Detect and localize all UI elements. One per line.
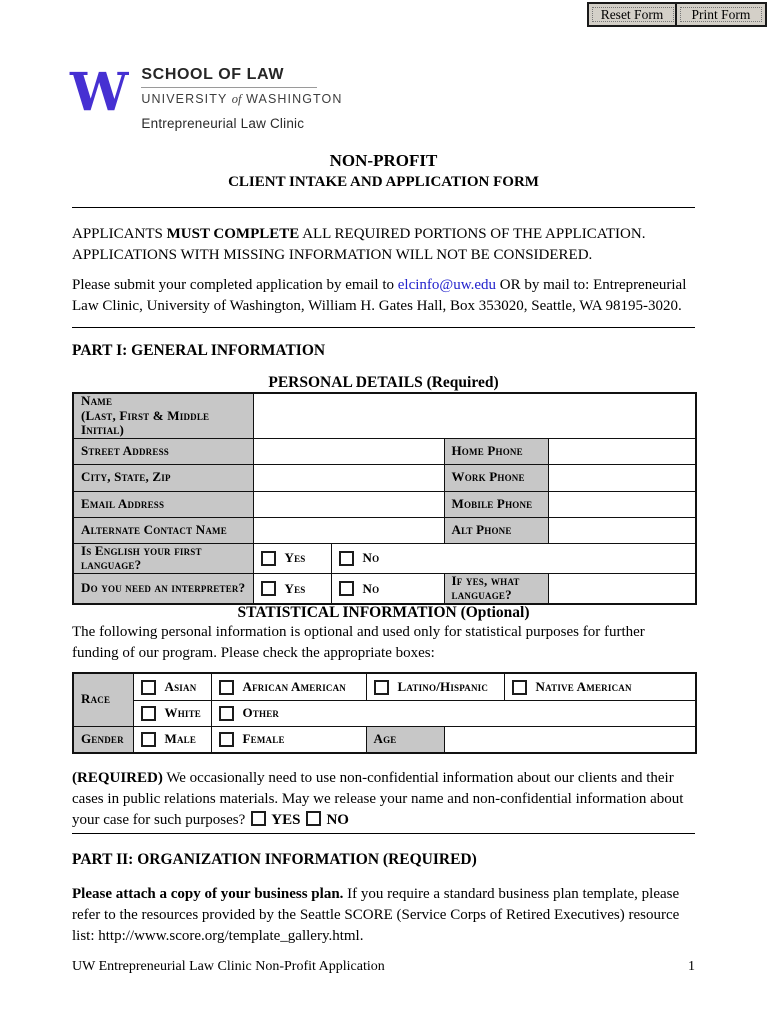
street-address-label: Street Address	[73, 438, 253, 464]
table-row	[73, 700, 696, 726]
english-yes-checkbox[interactable]	[261, 551, 276, 566]
race-african-american-label: African American	[242, 678, 347, 694]
uw-logo	[70, 62, 343, 131]
page-number: 1	[688, 959, 695, 974]
title-line1: NON-PROFIT	[329, 151, 438, 170]
race-african-american-cell	[211, 673, 366, 700]
city-state-zip-label: City, State, Zip	[73, 464, 253, 491]
email-link[interactable]: elcinfo@uw.edu	[397, 277, 496, 293]
if-yes-language-label: If yes, what language?	[444, 573, 548, 604]
race-white-cell	[133, 700, 211, 726]
gender-male-checkbox[interactable]	[141, 732, 156, 747]
personal-details-heading: PERSONAL DETAILS (Required)	[268, 374, 499, 391]
name-label: Name	[81, 393, 113, 408]
interpreter-yes-cell	[253, 573, 331, 604]
race-latino-hispanic-checkbox[interactable]	[374, 680, 389, 695]
gender-male-label: Male	[164, 731, 197, 747]
required-bold: (REQUIRED)	[72, 770, 163, 786]
gender-female-cell	[211, 726, 366, 753]
table-row	[73, 673, 696, 700]
work-phone-label: Work Phone	[444, 464, 548, 491]
table-row	[73, 517, 696, 543]
part2-heading: PART II: ORGANIZATION INFORMATION (REQUIRED)	[72, 851, 477, 868]
document-title	[72, 151, 695, 191]
race-other-cell	[211, 700, 696, 726]
work-phone-input[interactable]	[548, 464, 696, 491]
instructions-post: ALL REQUIRED PORTIONS OF THE APPLICATION. APPLICATIONS WITH MISSING INFORMATION WILL NOT BE CONSIDERED.	[72, 226, 646, 263]
race-african-american-checkbox[interactable]	[219, 680, 234, 695]
statistical-info-table	[72, 672, 697, 754]
business-plan-paragraph	[72, 884, 695, 947]
age-input[interactable]	[444, 726, 696, 753]
logo-school-of-law: SCHOOL OF LAW	[141, 66, 285, 83]
uw-w-logo-mark: W	[70, 62, 127, 123]
table-row	[73, 438, 696, 464]
part1-heading: PART I: GENERAL INFORMATION	[72, 342, 326, 359]
logo-of-word: of	[231, 92, 242, 106]
age-label: Age	[366, 726, 444, 753]
race-other-label: Other	[242, 705, 280, 721]
release-consent-paragraph	[72, 768, 695, 831]
alternate-contact-input[interactable]	[253, 517, 444, 543]
logo-university-line	[141, 92, 342, 107]
interpreter-no-checkbox[interactable]	[339, 581, 354, 596]
mobile-phone-label: Mobile Phone	[444, 491, 548, 517]
submission-post: OR by mail to: Entrepreneurial Law Clinic, University of Washington, William H. Gates Hall, Box 353020, Seattle, WA 98195-3020.	[72, 277, 687, 314]
interpreter-no-cell	[331, 573, 444, 604]
english-no-cell	[331, 543, 696, 573]
release-no-checkbox[interactable]	[306, 811, 321, 826]
table-row	[73, 543, 696, 573]
submission-pre: Please submit your completed application by email to	[72, 277, 398, 293]
name-label-cell	[73, 393, 253, 438]
race-label: Race	[73, 673, 133, 726]
race-asian-cell	[133, 673, 211, 700]
instructions-pre: APPLICANTS	[72, 226, 167, 242]
form-toolbar	[587, 2, 767, 27]
table-row	[73, 393, 696, 438]
rule-1	[72, 207, 695, 208]
logo-clinic-name: Entrepreneurial Law Clinic	[141, 116, 305, 131]
race-native-american-checkbox[interactable]	[512, 680, 527, 695]
email-address-label: Email Address	[73, 491, 253, 517]
statistical-info-heading: STATISTICAL INFORMATION (Optional)	[237, 604, 530, 621]
alt-phone-input[interactable]	[548, 517, 696, 543]
english-no-checkbox[interactable]	[339, 551, 354, 566]
language-input[interactable]	[548, 573, 696, 604]
email-address-input[interactable]	[253, 491, 444, 517]
race-native-american-cell	[504, 673, 696, 700]
personal-details-table	[72, 392, 697, 605]
statistical-info-description: The following personal information is optional and used only for statistical purposes for further funding of our program. Please check the appropriate boxes:	[72, 624, 645, 661]
gender-label: Gender	[73, 726, 133, 753]
rule-2	[72, 327, 695, 328]
english-first-language-label: Is English your first language?	[73, 543, 253, 573]
print-form-button[interactable]: Print Form	[677, 4, 765, 25]
home-phone-input[interactable]	[548, 438, 696, 464]
title-line2: CLIENT INTAKE AND APPLICATION FORM	[228, 174, 539, 190]
table-row	[73, 726, 696, 753]
race-other-checkbox[interactable]	[219, 706, 234, 721]
table-row	[73, 491, 696, 517]
gender-female-label: Female	[242, 731, 285, 747]
name-sublabel: (Last, First & Middle Initial)	[81, 407, 210, 438]
logo-divider	[141, 87, 317, 88]
name-input[interactable]	[253, 393, 696, 438]
interpreter-yes-label: Yes	[284, 580, 306, 596]
interpreter-label: Do you need an interpreter?	[73, 573, 253, 604]
gender-male-cell	[133, 726, 211, 753]
logo-university-word: UNIVERSITY	[141, 92, 228, 106]
release-yes-checkbox[interactable]	[251, 811, 266, 826]
race-asian-label: Asian	[164, 678, 197, 694]
submission-paragraph	[72, 275, 695, 317]
business-plan-bold: Please attach a copy of your business plan.	[72, 886, 344, 902]
gender-female-checkbox[interactable]	[219, 732, 234, 747]
reset-form-button[interactable]: Reset Form	[589, 4, 677, 25]
race-asian-checkbox[interactable]	[141, 680, 156, 695]
page-footer	[72, 959, 695, 975]
english-yes-cell	[253, 543, 331, 573]
release-yes-label: YES	[271, 812, 301, 828]
interpreter-yes-checkbox[interactable]	[261, 581, 276, 596]
release-no-label: NO	[326, 812, 349, 828]
footer-title: UW Entrepreneurial Law Clinic Non-Profit Application	[72, 959, 385, 974]
release-body: We occasionally need to use non-confidential information about our clients and their cases in public relations materials. May we release your name and non-confidential information about your case for such purposes?	[72, 770, 684, 828]
alternate-contact-label: Alternate Contact Name	[73, 517, 253, 543]
english-yes-label: Yes	[284, 550, 306, 566]
interpreter-no-label: No	[362, 580, 380, 596]
alt-phone-label: Alt Phone	[444, 517, 548, 543]
must-complete-bold: MUST COMPLETE	[166, 226, 300, 242]
logo-text-block	[141, 66, 342, 131]
mobile-phone-input[interactable]	[548, 491, 696, 517]
street-address-input[interactable]	[253, 438, 444, 464]
rule-3	[72, 833, 695, 834]
race-white-label: White	[164, 705, 202, 721]
logo-washington-word: WASHINGTON	[246, 92, 343, 106]
race-native-american-label: Native American	[535, 678, 632, 694]
race-latino-hispanic-cell	[366, 673, 504, 700]
table-row	[73, 464, 696, 491]
table-row	[73, 573, 696, 604]
english-no-label: No	[362, 550, 380, 566]
city-state-zip-input[interactable]	[253, 464, 444, 491]
instructions-paragraph	[72, 224, 695, 266]
race-white-checkbox[interactable]	[141, 706, 156, 721]
race-latino-hispanic-label: Latino/Hispanic	[397, 678, 489, 694]
business-plan-body: If you require a standard business plan template, please refer to the resources provided by the Seattle SCORE (Service Corps of Retired Executives) resource list: http://www.score.org/template_gallery.html.	[72, 886, 680, 944]
home-phone-label: Home Phone	[444, 438, 548, 464]
